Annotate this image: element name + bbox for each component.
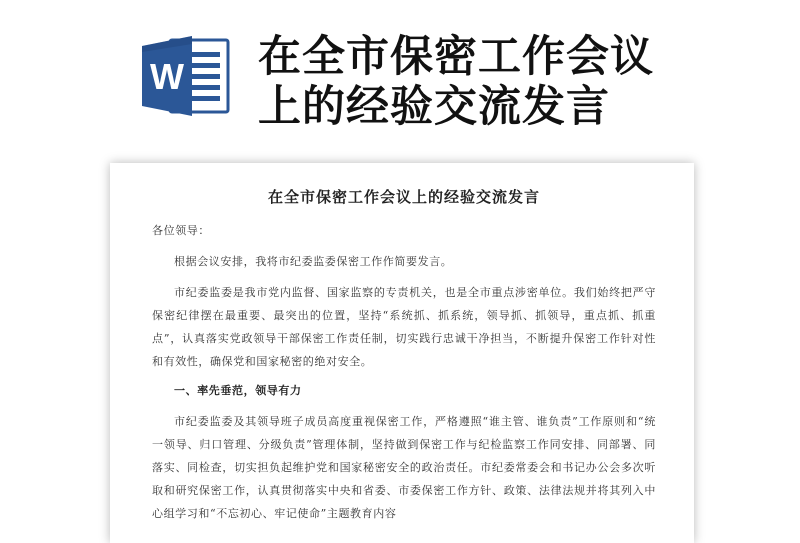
salutation: 各位领导： xyxy=(152,224,210,237)
banner xyxy=(0,0,800,160)
banner-title-line-1: 在全市保密工作会议 xyxy=(258,32,654,82)
document-body xyxy=(152,163,656,525)
paragraph-3: 市纪委监委及其领导班子成员高度重视保密工作，严格遵照“谁主管、谁负责”工作原则和“统一领导、归口管理、分级负责”管理体制，坚持做到保密工作与纪检监察工作同安排、同部署、同落实、同检查，切实担负起维护党和国家秘密安全的政治责任。市纪委常委会和书记办公会多次听取和研究保密工作，认真贯彻落实中央和省委、市委保密工作方针、政策、法律法规并将其列入中心组学习和“不忘初心、牢记使命”主题教育内容 xyxy=(152,415,656,520)
document-title: 在全市保密工作会议上的经验交流发言 xyxy=(267,188,540,206)
document-page xyxy=(110,163,694,543)
paragraph-2: 市纪委监委是我市党内监督、国家监察的专责机关，也是全市重点涉密单位。我们始终把严守保密纪律摆在最重要、最突出的位置，坚持“系统抓、抓系统，领导抓、抓领导，重点抓、抓重点”，认真落实党政领导干部保密工作责任制，切实践行忠诚干净担当，不断提升保密工作针对性和有效性，确保党和国家秘密的绝对安全。 xyxy=(152,286,656,368)
section-heading-1: 一、率先垂范，领导有力 xyxy=(174,384,302,397)
banner-title-line-2: 上的经验交流发言 xyxy=(258,82,610,132)
word-logo-letter: W xyxy=(150,56,184,97)
word-icon xyxy=(140,34,232,118)
banner-title xyxy=(258,32,778,132)
paragraph-1: 根据会议安排，我将市纪委监委保密工作作简要发言。 xyxy=(174,255,453,268)
